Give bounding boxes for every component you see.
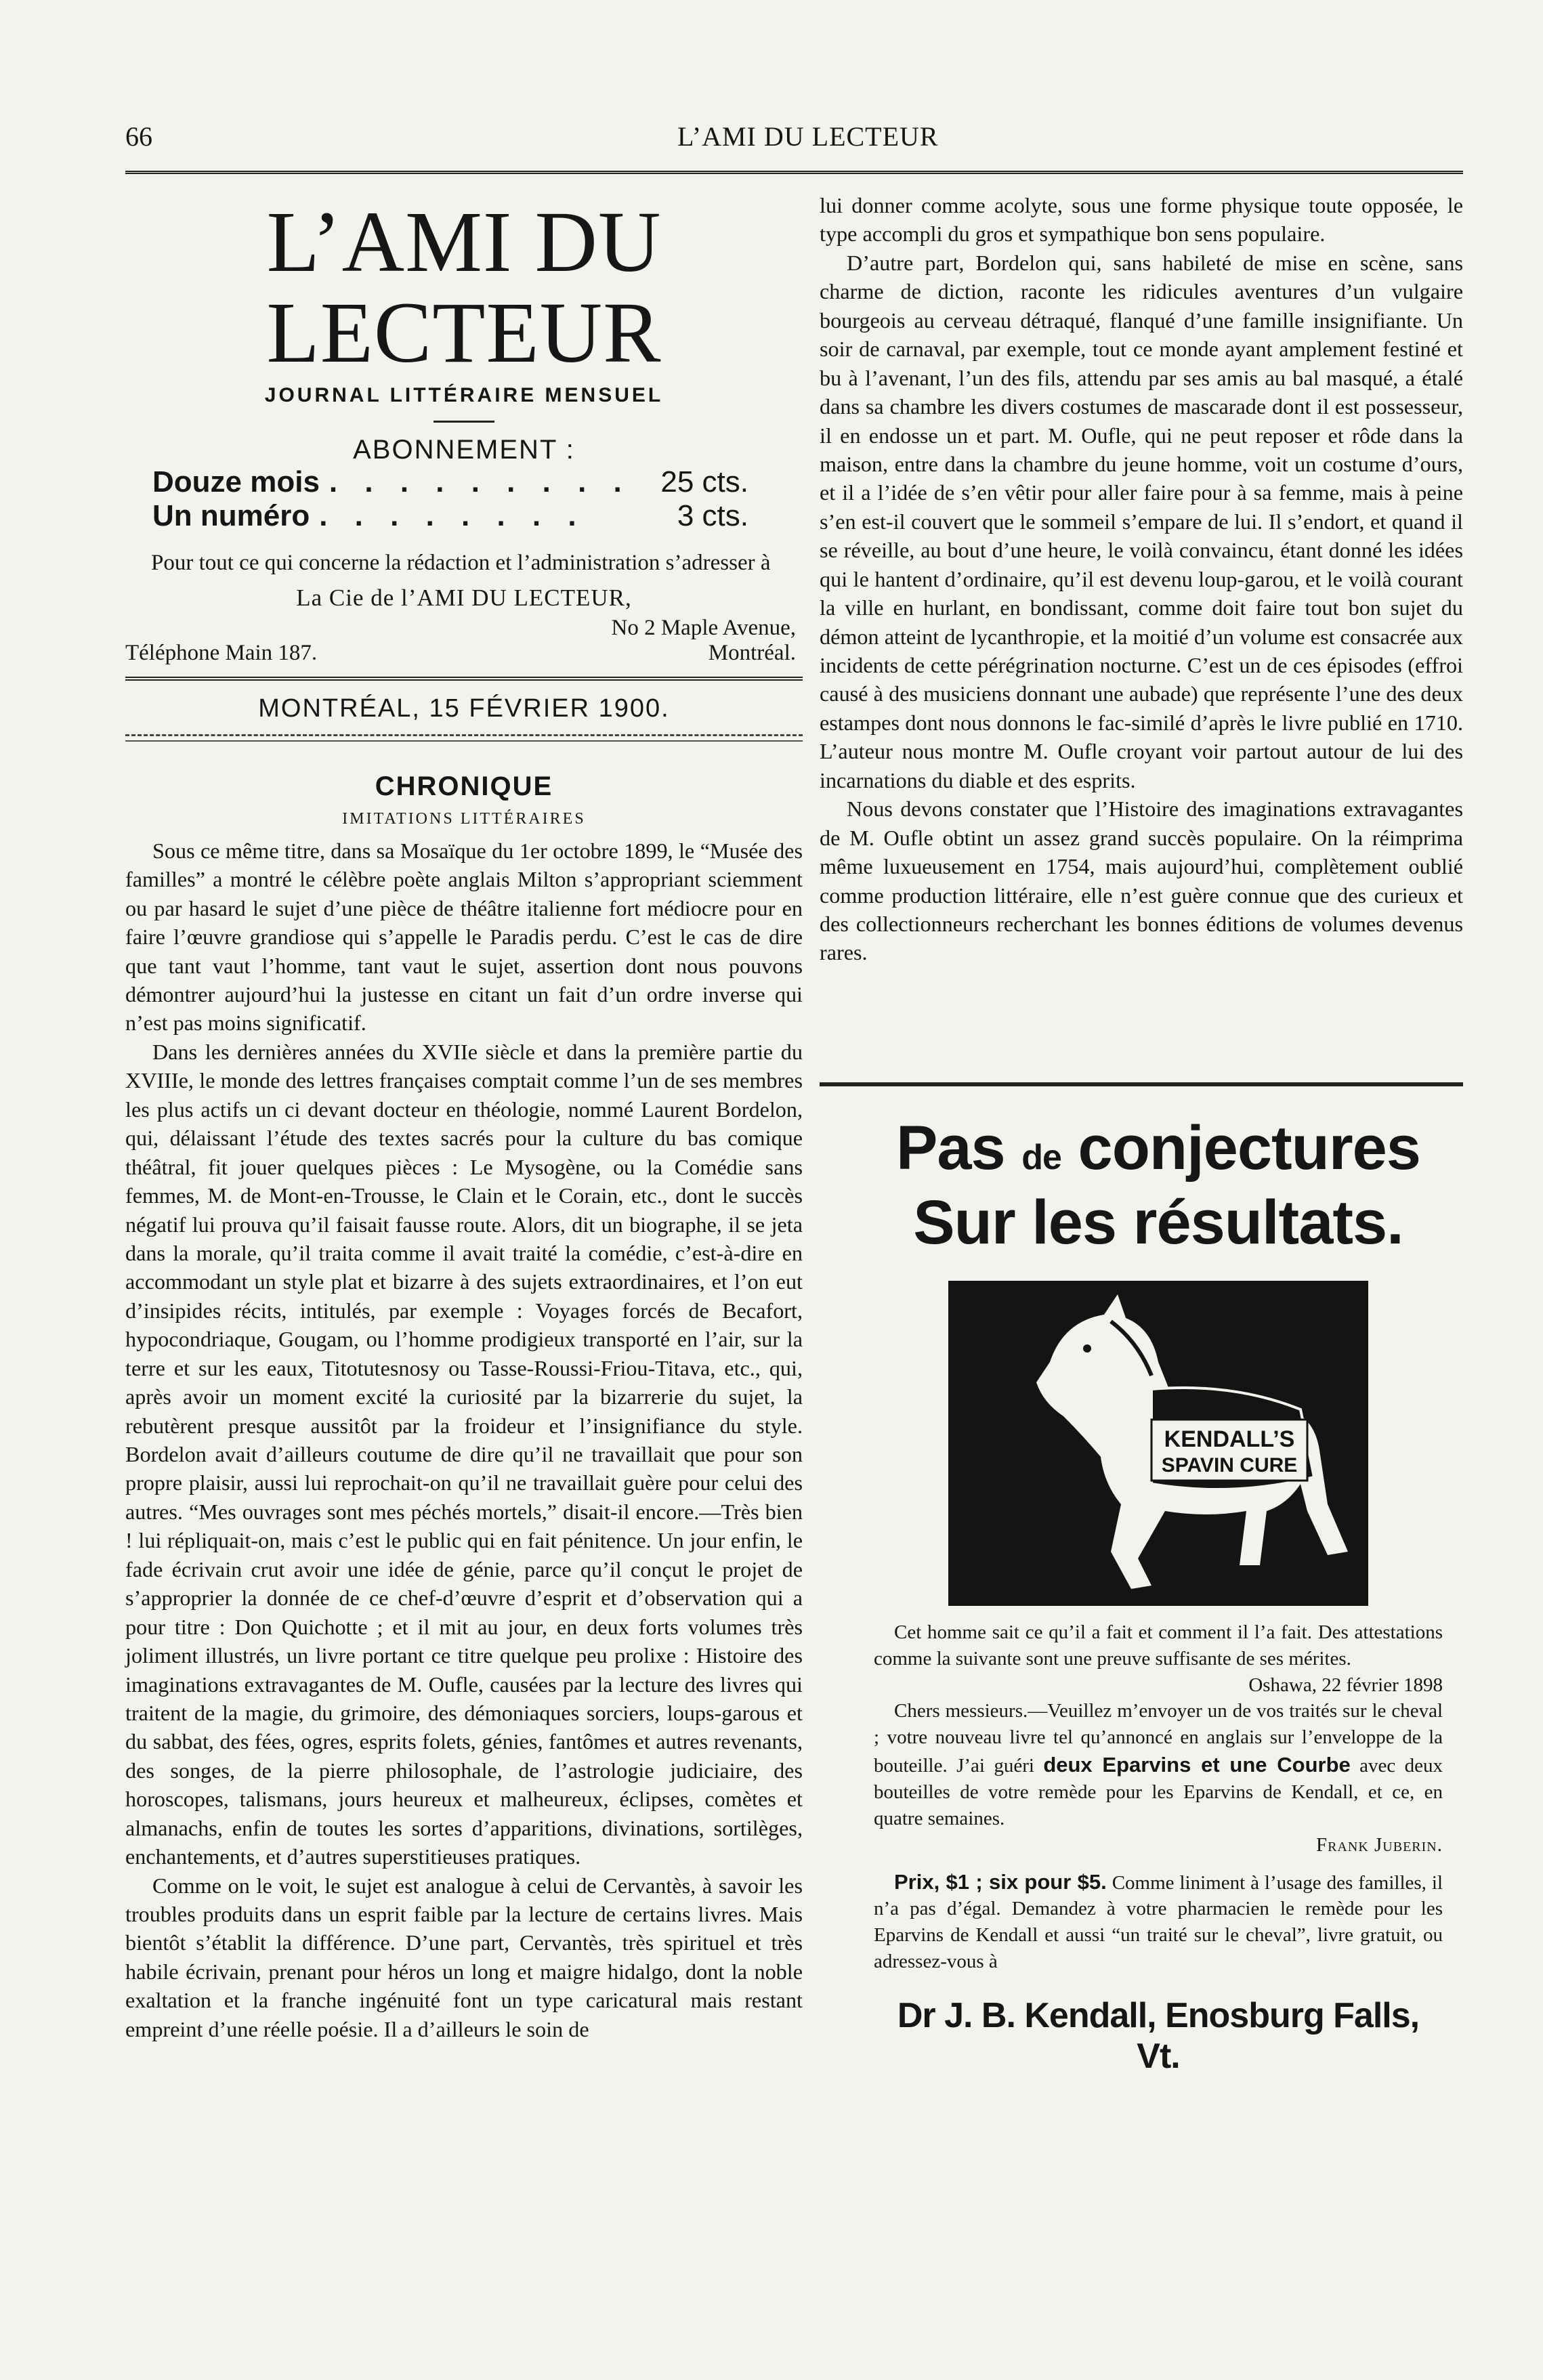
dateline-rule-2 — [125, 740, 803, 742]
price-label: Douze mois — [152, 465, 320, 498]
price-dots: . . . . . . . . . — [329, 465, 631, 498]
price-row-year — [125, 465, 803, 500]
header-rule — [125, 171, 1463, 179]
letter-bold: deux Eparvins et une Courbe — [1043, 1753, 1351, 1777]
image-label-line1: KENDALL’S — [1164, 1426, 1295, 1452]
right-column — [820, 191, 1463, 967]
advert-text — [874, 1619, 1443, 1975]
contact-note: Pour tout ce qui concerne la rédaction et l’administration s’adresser à — [151, 550, 771, 575]
subscription-heading: ABONNEMENT : — [353, 434, 575, 465]
advert-headline — [874, 1111, 1443, 1185]
short-rule — [434, 421, 494, 423]
article-body-right — [820, 191, 1463, 967]
article-body-left — [125, 836, 803, 2043]
image-label-line2: SPAVIN CURE — [1161, 1453, 1298, 1476]
price-paragraph — [874, 1868, 1443, 1975]
city: Montréal. — [708, 640, 796, 665]
advert-rule — [820, 1082, 1463, 1086]
paragraph: D’autre part, Bordelon qui, sans habileté de mise en scène, sans charme de diction, raconte les ridicules aventures d’un vulgaire bourgeois au cerveau détraqué, flanqué d’une famille insignifiante. Un soir de carnaval, par exemple, tout ce monde ayant amplement festiné et bu à l’avenant, l’un des fils, attendu par ses amis au bal masqué, a étalé dans sa chambre les divers costumes de mascarade dont il est possesseur, il en endosse un et part. M. Oufle, qui ne peut reposer et rôde dans la maison, entre dans la chambre du jeune homme, voit un costume d’ours, et il a l’idée de s’en vêtir pour aller faire pour à sa femme, mais à peine s’en est-il couvert que le sommeil s’empare de lui. Il s’endort, et quand il se réveille, au bout d’une heure, le voilà convaincu, étant donné les idées qui le hantent d’ordinaire, qu’il est devenu loup-garou, et le voilà courant la ville en hurlant, en bondissant, comme doit faire tout bon sujet du démon atteint de lycanthropie, et la moitié d’un volume est consacrée aux incidents de cette pérégrination nocturne. C’est un de ces épisodes (effroi causé à des musiciens donnant une aubade) que représente l’une des deux estampes dont nous donnons le fac-similé d’après le livre publié en 1710. L’auteur nous montre M. Oufle croyant voir partout autour de lui des incarnations du diable et des esprits. — [820, 250, 1463, 792]
paragraph: Nous devons constater que l’Histoire des imaginations extravagantes de M. Oufle obtint un assez grand succès populaire. On la réimprima même luxueusement en 1754, mais aujourd’hui, complètement oublié comme production littéraire, elle n’est guère connue que des curieux et des collectionneurs recherchant les bonnes éditions de volumes devenus rares. — [820, 796, 1463, 965]
advert-intro: Cet homme sait ce qu’il a fait et comment il l’a fait. Des attestations comme la suivante sont une preuve suffisante de ses mérites. — [874, 1621, 1443, 1670]
letter-body-end: avec deux bouteilles de votre remède pour les Eparvins de Kendall, et ce, en quatre semaines. — [874, 1755, 1443, 1829]
masthead-title: L’AMI DU LECTEUR — [266, 194, 662, 381]
letter-body — [874, 1698, 1443, 1831]
price-bold: Prix, $1 ; six pour $5. — [894, 1869, 1107, 1894]
article-title: CHRONIQUE — [375, 771, 553, 801]
page-number: 66 — [125, 121, 152, 152]
paragraph: lui donner comme acolyte, sous une forme physique toute opposée, le type accompli du gros et sympathique bon sens populaire. — [820, 193, 1463, 247]
dateline: MONTRÉAL, 15 FÉVRIER 1900. — [258, 694, 670, 723]
headline-part: Pas — [896, 1113, 1005, 1183]
letter-date: Oshawa, 22 février 1898 — [1248, 1674, 1443, 1696]
price-row-issue — [125, 499, 803, 534]
phone-row — [125, 641, 803, 666]
masthead-rule — [125, 677, 803, 685]
price-value: 3 cts. — [677, 499, 748, 533]
letter-body-start: Chers messieurs.—Veuillez m’envoyer un de vos traités sur le cheval ; votre nouveau livre tel qu’annoncé en anglais sur l’enveloppe de la bouteille. J’ai guéri — [874, 1700, 1443, 1777]
price-dots: . . . . . . . . — [319, 499, 586, 533]
price-value: 25 cts. — [660, 465, 748, 498]
signature: Frank Juberin. — [1315, 1833, 1443, 1856]
horse-icon — [948, 1281, 1368, 1606]
left-column — [125, 183, 803, 2043]
headline-part: conjectures — [1078, 1113, 1420, 1183]
headline-small: de — [1021, 1138, 1061, 1177]
article-subtitle: IMITATIONS LITTÉRAIRES — [342, 809, 586, 828]
advert-footer: Dr J. B. Kendall, Enosburg Falls, Vt. — [897, 1995, 1420, 2076]
masthead-subtitle: JOURNAL LITTÉRAIRE MENSUEL — [264, 383, 664, 406]
paragraph: Dans les dernières années du XVIIe siècle et dans la première partie du XVIIIe, le monde des lettres françaises comptait comme l’un de ses membres les plus actifs un ci devant docteur en théologie, nommé Laurent Bordelon, qui, délaissant l’étude des textes sacrés pour la culture du bas comique théâtral, fit jouer quelques pièces : Le Mysogène, ou la Comédie sans femmes, M. de Mont-en-Trousse, le Clain et le Corain, etc., dont le succès négatif lui prouva qu’il faisait fausse route. Alors, dit un biographe, il se jeta dans la morale, qu’il traita comme il avait traité la comédie, c’est-à-dire en accommodant un style plat et bizarre à des sujets extraordinaires, et l’on eut d’insipides récits, intitulés, par exemple : Voyages forcés de Becafort, hypocondriaque, Gougam, ou l’homme prodigieux transporté en l’air, sur la terre et sur les eaux, Titotutesnosy ou Tasse-Roussi-Friou-Titava, etc., qui, après avoir un moment excité la curiosité par la bizarrerie du sujet, la rebutèrent presque aussitôt par la froideur et l’insignifiance du style. Bordelon avait d’ailleurs coutume de dire qu’il ne travaillait que pour son propre plaisir, aussi lui reprochait-on qu’il ne travaillait guère pour celui des autres. “Mes ouvrages sont mes péchés mortels,” disait-il encore.—Très bien ! lui répliquait-on, mais c’est le public qui en fait pénitence. Un jour enfin, le fade écrivain crut avoir une idée de génie, parce qu’il conçut le projet de s’approprier la donnée de ce chef-d’œuvre d’esprit et d’observation qui a pour titre : Don Quichotte ; et il mit au jour, en deux forts volumes très joliment illustrés, un livre portant ce titre quelque peu prolixe : Histoire des imaginations extravagantes de M. Oufle, causées par la lecture des livres qui traitent de la magie, du grimoire, des démoniaques sorciers, loups-garous et du sabbat, des fées, ogres, esprits folets, génies, fantômes et autres revenants, des songes, de la pierre philosophale, de l’astrologie judiciaire, des horoscopes, talismans, jours heureux et malheureux, éclipses, comètes et almanachs, enfin de toutes les sortes d’apparitions, divinations, sortilèges, enchantements, et d’autres superstitieuses pratiques. — [125, 1039, 803, 1869]
price-label: Un numéro — [152, 499, 310, 533]
phone: Téléphone Main 187. — [125, 640, 318, 665]
paragraph: Sous ce même titre, dans sa Mosaïque du 1er octobre 1899, le “Musée des familles” a montré le célèbre poète anglais Milton s’appropriant sciemment ou par hasard le sujet d’une pièce de théâtre italienne fort médiocre pour en faire l’œuvre grandiose qui s’appelle le Paradis perdu. C’est le cas de dire que tant vaut l’homme, tant vaut le sujet, assertion dont nous pouvons démontrer aujourd’hui la justesse en citant un fait d’un ordre inverse qui n’est pas moins significatif. — [125, 838, 803, 1036]
dateline-rule — [125, 734, 803, 736]
running-title: L’AMI DU LECTEUR — [677, 121, 939, 152]
address: No 2 Maple Avenue, — [611, 615, 796, 640]
advertisement — [874, 1111, 1443, 2077]
advert-headline-line2: Sur les résultats. — [913, 1188, 1403, 1258]
price-text: Comme liniment à l’usage des familles, il n’a pas d’égal. Demandez à votre pharmacien le remède pour les Eparvins de Kendall et aussi “un traité sur le cheval”, livre gratuit, ou adressez-vous à — [874, 1871, 1443, 1973]
company-name: La Cie de l’AMI DU LECTEUR, — [296, 584, 632, 611]
paragraph: Comme on le voit, le sujet est analogue à celui de Cervantès, à savoir les troubles produits dans un esprit faible par la lecture de certains livres. Mais bientôt s’établit la différence. D’une part, Cervantès, très spirituel et très habile écrivain, prenant pour héros un long et maigre hidalgo, dont la noble exaltation et la franche ingénuité font un type caricatural mais restant empreint d’une réelle poésie. Il a d’ailleurs le soin de — [125, 1873, 803, 2041]
